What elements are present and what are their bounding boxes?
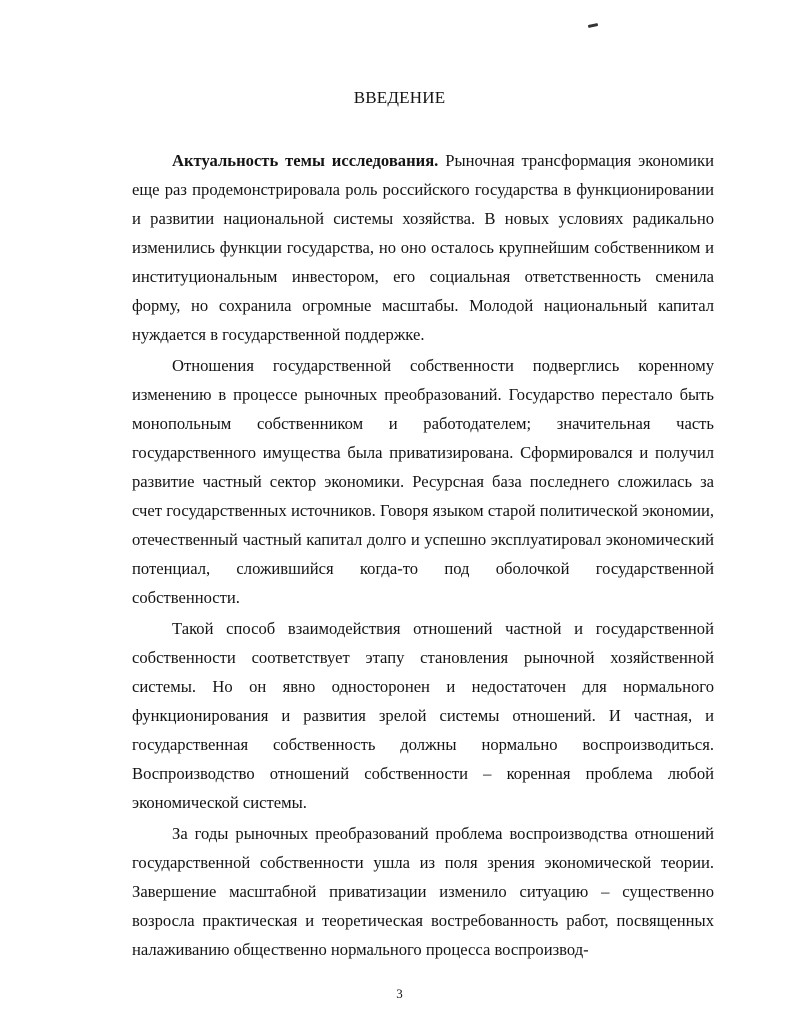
paragraph-4: За годы рыночных преобразований проблема воспроизводства отношений государственной собственности ушла из поля зрения экономической теории. Завершение масштабной приватизации изменило ситуацию – существенно возросла практическая и теоретическая востребованность работ, посвященных налаживанию общественно нормального процесса воспроизвод- xyxy=(132,824,714,959)
paragraph-1-text: Рыночная трансформация экономики еще раз продемонстрировала роль российского государства в функционировании и развитии национальной системы хозяйства. В новых условиях радикально изменились функции государства, но оно осталось крупнейшим собственником и институциональным инвестором, его социальная ответственность сменила форму, но сохранила огромные масштабы. Молодой национальный капитал нуждается в государственной поддержке. xyxy=(132,151,714,344)
paragraph-1 xyxy=(132,146,714,349)
section-title: ВВЕДЕНИЕ xyxy=(353,88,446,107)
paragraph-1-lead: Актуальность темы исследования. xyxy=(172,151,439,170)
page-number: 3 xyxy=(396,986,403,1001)
body-text xyxy=(132,146,714,964)
scan-mark xyxy=(588,23,598,28)
paragraph-2: Отношения государственной собственности подверглись коренному изменению в процессе рыночных преобразований. Государство перестало быть монопольным собственником и работодателем; значительная часть государственного имущества была приватизирована. Сформировался и получил развитие частный сектор экономики. Ресурсная база последнего сложилась за счет государственных источников. Говоря языком старой политической экономии, отечественный частный капитал долго и успешно эксплуатировал экономический потенциал, сложившийся когда-то под оболочкой государственной собственности. xyxy=(132,356,714,607)
paragraph-3: Такой способ взаимодействия отношений частной и государственной собственности соответствует этапу становления рыночной хозяйственной системы. Но он явно односторонен и недостаточен для нормального функционирования и развития зрелой системы отношений. И частная, и государственная собственность должны нормально воспроизводиться. Воспроизводство отношений собственности – коренная проблема любой экономической системы. xyxy=(132,619,714,812)
